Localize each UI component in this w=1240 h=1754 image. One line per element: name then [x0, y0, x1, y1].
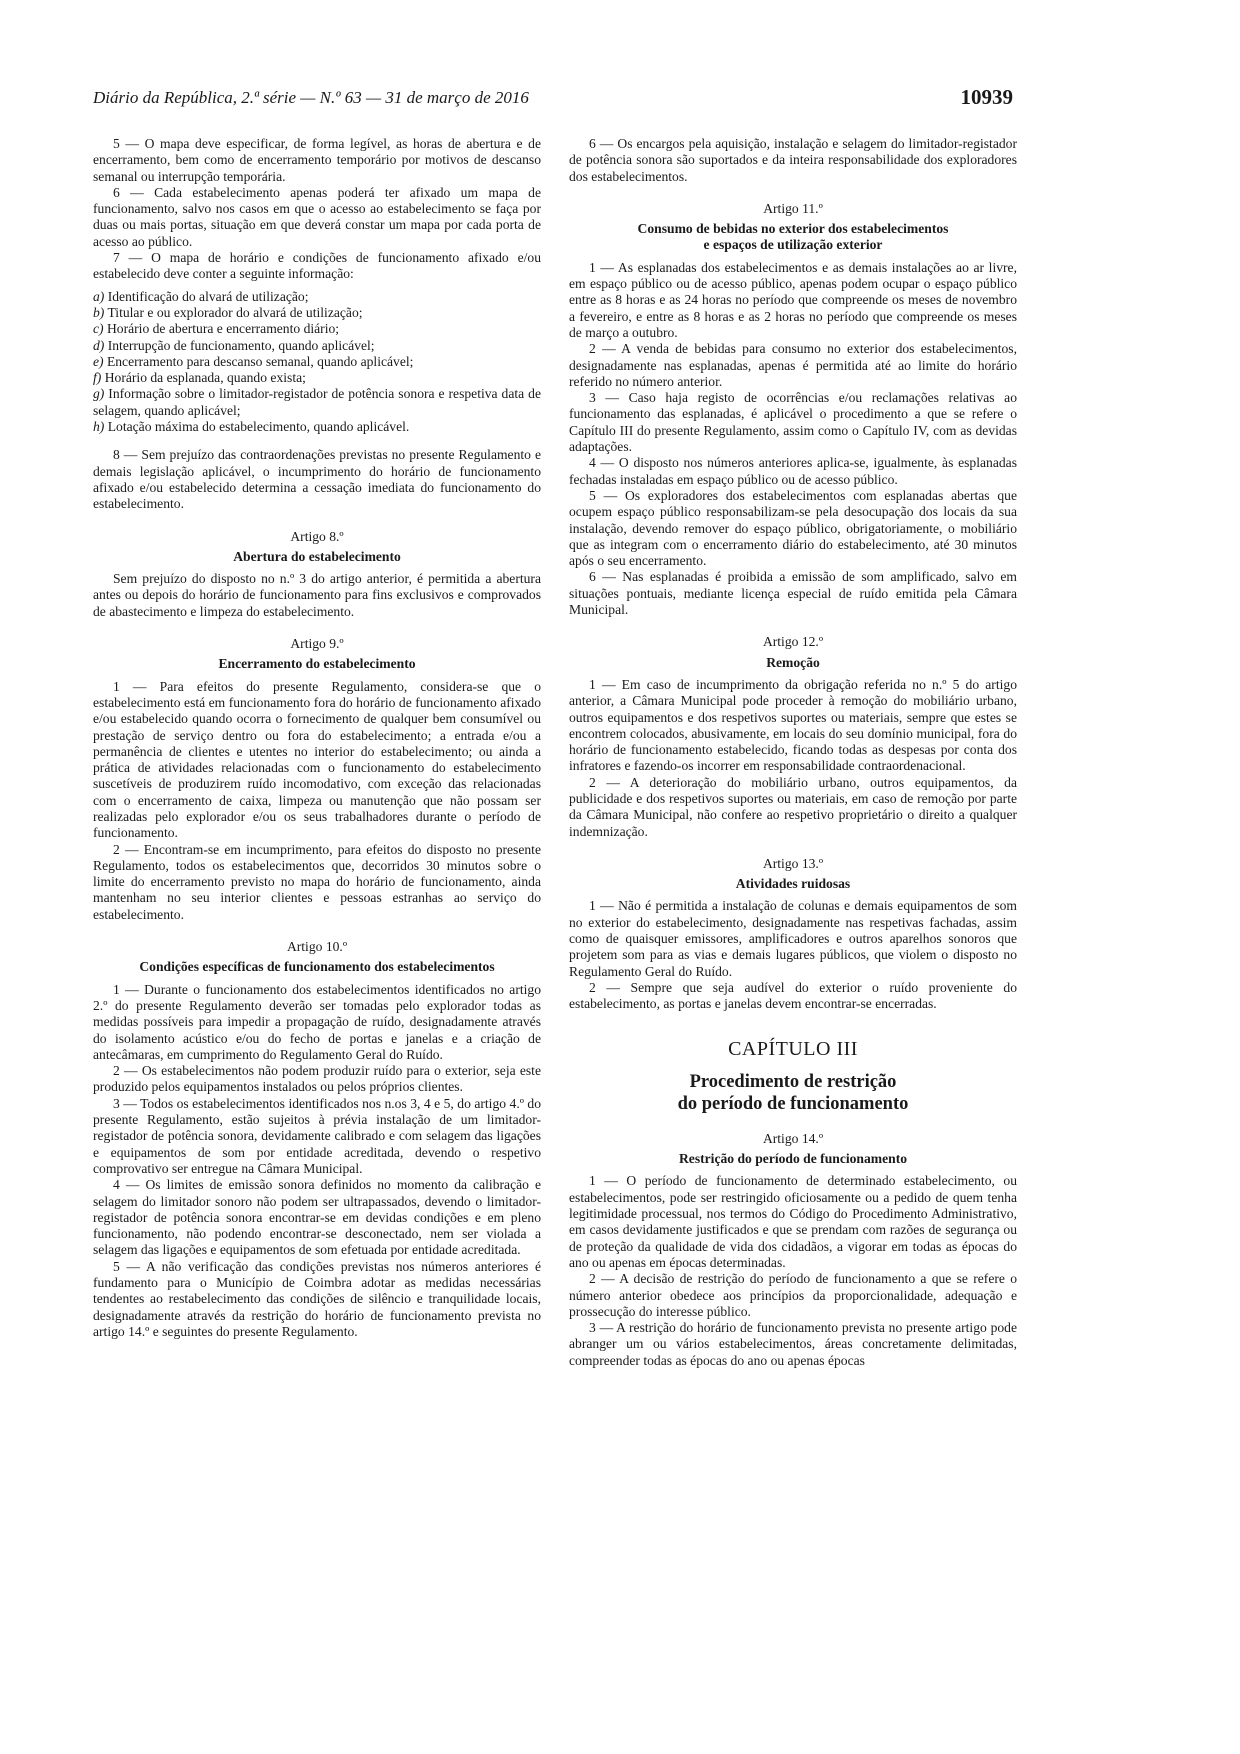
page-number: 10939: [960, 85, 1013, 109]
paragraph: 1 — As esplanadas dos estabelecimentos e as demais instalações ao ar livre, em espaço público ou de acesso público, apenas podem ocupar o espaço público entre as 8 horas e as 24 horas no período que compreende os meses de novembro a fevereiro, e entre as 8 horas e as 2 horas no período que compreende os meses de março a outubro.: [569, 259, 1017, 340]
paragraph: 2 — A venda de bebidas para consumo no exterior dos estabelecimentos, designadamente nas esplanadas, apenas é permitida até ao limite do horário referido no número anterior.: [569, 341, 1017, 389]
article-heading: Artigo 12.º: [762, 634, 824, 650]
list-letter: b): [93, 304, 105, 320]
paragraph: 3 — A restrição do horário de funcionamento prevista no presente artigo pode abranger um ou vários estabelecimentos, áreas concretamente delimitadas, compreender todas as épocas do ano ou apenas épocas: [569, 1320, 1017, 1368]
chapter-heading: CAPÍTULO III: [728, 1037, 858, 1060]
list-letter: f): [93, 370, 102, 386]
article-heading: Artigo 10.º: [286, 939, 348, 955]
list-text: Informação sobre o limitador-registador de potência sonora e respetiva data de selagem, quando aplicável;: [93, 386, 541, 418]
list-letter: e): [93, 353, 104, 369]
list-text: Interrupção de funcionamento, quando aplicável;: [104, 337, 375, 353]
chapter-title-line: do período de funcionamento: [677, 1093, 909, 1114]
list-item: [93, 305, 541, 321]
article-title: Remoção: [766, 654, 820, 670]
list-letter: a): [93, 288, 105, 304]
paragraph: 2 — Os estabelecimentos não podem produzir ruído para o exterior, seja este produzido pelos equipamentos instalados ou pelos próprios clientes.: [93, 1063, 541, 1095]
list-item: [93, 321, 541, 337]
article-title: Abertura do estabelecimento: [233, 548, 401, 564]
list-letter: h): [93, 419, 105, 435]
chapter-title-line: Procedimento de restrição: [689, 1071, 897, 1092]
paragraph: 2 — Encontram-se em incumprimento, para efeitos do disposto no presente Regulamento, todos os estabelecimentos que, decorridos 30 minutos sobre o limite do encerramento previsto no mapa do horário de funcionamento, ainda mantenham no seu interior clientes e pessoas estranhas ao serviço do estabelecimento.: [93, 841, 541, 922]
paragraph: 1 — Para efeitos do presente Regulamento, considera-se que o estabelecimento está em funcionamento fora do horário de funcionamento afixado e/ou estabelecido quando ocorra o fornecimento de qualquer bem consumível ou prestação de serviço dentro ou fora do estabelecimento; a entrada e/ou a permanência de clientes e utentes no interior do estabelecimento; ou ainda a prática de atividades relacionadas com o funcionamento do estabelecimento suscetíveis de produzirem ruído incomodativo, com exceção das relacionadas com o encerramento de caixa, limpeza ou manutenção que não possam ser realizadas pelo explorador e/ou os seus trabalhadores durante o período de funcionamento.: [93, 678, 541, 841]
list-item: [93, 370, 541, 386]
paragraph: 4 — O disposto nos números anteriores aplica-se, igualmente, às esplanadas fechadas instaladas em espaço público ou de acesso público.: [569, 455, 1017, 487]
list-text: Horário da esplanada, quando exista;: [101, 370, 306, 386]
article-heading: Artigo 13.º: [762, 855, 824, 871]
list-item: [93, 419, 541, 435]
article-heading: Artigo 14.º: [762, 1130, 824, 1146]
paragraph: 2 — A deterioração do mobiliário urbano, outros equipamentos, da publicidade e dos respetivos suportes ou materiais, em caso de remoção por parte da Câmara Municipal, não confere ao respetivo proprietário o direito a qualquer indemnização.: [569, 774, 1017, 839]
list-item: [93, 289, 541, 305]
article-title: Atividades ruidosas: [735, 876, 851, 892]
paragraph: 2 — A decisão de restrição do período de funcionamento a que se refere o número anterior obedece aos princípios da proporcionalidade, adequação e prossecução do interesse público.: [569, 1271, 1017, 1319]
article-title: Encerramento do estabelecimento: [218, 656, 416, 672]
article-title: Restrição do período de funcionamento: [678, 1151, 908, 1167]
paragraph: Sem prejuízo do disposto no n.º 3 do artigo anterior, é permitida a abertura antes ou depois do horário de funcionamento para fins exclusivos e comprovados de abastecimento e limpeza do estabelecimento.: [93, 571, 541, 619]
list-letter: c): [93, 321, 104, 337]
paragraph: 8 — Sem prejuízo das contraordenações previstas no presente Regulamento e demais legislação aplicável, o incumprimento do horário de funcionamento afixado e/ou estabelecido determina a cessação imediata do funcionamento do estabelecimento.: [93, 447, 541, 512]
paragraph: 6 — Nas esplanadas é proibida a emissão de som amplificado, salvo em situações pontuais, mediante licença especial de ruído emitida pela Câmara Municipal.: [569, 569, 1017, 618]
article-title-line: Consumo de bebidas no exterior dos estabelecimentos: [637, 221, 949, 237]
paragraph: 7 — O mapa de horário e condições de funcionamento afixado e/ou estabelecido deve conter a seguinte informação:: [93, 250, 541, 282]
list-text: Horário de abertura e encerramento diário;: [103, 321, 340, 337]
paragraph: 1 — Não é permitida a instalação de colunas e demais equipamentos de som no exterior do estabelecimento, designadamente nas respetivas fachadas, assim como de quaisquer emissores, amplificadores e outros aparelhos sonoros que projetem som para as vias e demais lugares públicos, que violem o disposto no Regulamento Geral do Ruído.: [569, 898, 1017, 979]
paragraph: 1 — Durante o funcionamento dos estabelecimentos identificados no artigo 2.º do presente Regulamento deverão ser tomadas pelo explorador todas as medidas possíveis para impedir a propagação de ruído, designadamente através do isolamento acústico e/ou do fecho de portas e janelas e a criação de antecâmaras, em cumprimento do Regulamento Geral do Ruído.: [93, 981, 541, 1062]
article-heading: Artigo 9.º: [290, 636, 344, 652]
list-text: Titular e ou explorador do alvará de utilização;: [104, 304, 363, 320]
paragraph: 6 — Cada estabelecimento apenas poderá ter afixado um mapa de funcionamento, salvo nos casos em que o acesso ao estabelecimento se faça por duas ou mais portas, situação em que deverá constar um mapa por cada porta de acesso ao público.: [93, 184, 541, 249]
list-item: [93, 338, 541, 354]
article-title-line: e espaços de utilização exterior: [703, 237, 883, 253]
paragraph: 2 — Sempre que seja audível do exterior o ruído proveniente do estabelecimento, as portas e janelas devem encontrar-se encerradas.: [569, 979, 1017, 1012]
list-text: Encerramento para descanso semanal, quando aplicável;: [103, 353, 414, 369]
paragraph: 1 — O período de funcionamento de determinado estabelecimento, ou estabelecimentos, pode ser restringido oficiosamente ou a pedido de quem tenha legitimidade processual, nos termos do Código do Procedimento Administrativo, em casos devidamente justificados e que se prendam com razões de segurança ou de proteção da qualidade de vida dos cidadãos, a vigorar em todas as épocas do ano ou apenas em épocas determinadas.: [569, 1173, 1017, 1270]
paragraph: 5 — Os exploradores dos estabelecimentos com esplanadas abertas que ocupem espaço público responsabilizam-se pela desocupação dos locais da sua instalação, devendo remover do espaço público, obrigatoriamente, o mobiliário que as integram com o encerramento diário do estabelecimento, até 30 minutos após o seu encerramento.: [569, 487, 1017, 569]
article-heading: Artigo 8.º: [290, 528, 344, 544]
list-item: [93, 354, 541, 370]
paragraph: 6 — Os encargos pela aquisição, instalação e selagem do limitador-registador de potência sonora são suportados e da inteira responsabilidade dos exploradores dos estabelecimentos.: [569, 136, 1017, 184]
article-title: [569, 221, 1017, 254]
paragraph: 4 — Os limites de emissão sonora definidos no momento da calibração e selagem do limitador sonoro não podem ser ultrapassados, devendo o limitador-registador de potência sonora encontrar-se em devidas condições e em pleno funcionamento, não podendo encontrar-se desconectado, nem ser violada a selagem das ligações e equipamentos de som efetuada por entidade acreditada.: [93, 1177, 541, 1258]
page-header: [93, 85, 1013, 114]
left-column: [93, 136, 541, 1340]
article-title: Condições específicas de funcionamento dos estabelecimentos: [139, 959, 495, 975]
paragraph: 3 — Caso haja registo de ocorrências e/ou reclamações relativas ao funcionamento das esplanadas, é aplicável o procedimento a que se refere o Capítulo III do presente Regulamento, assim como o Capítulo IV, com as devidas adaptações.: [569, 390, 1017, 455]
chapter-title: [569, 1071, 1017, 1115]
list-text: Lotação máxima do estabelecimento, quando aplicável.: [104, 419, 410, 435]
list-item: [93, 386, 541, 419]
paragraph: 5 — A não verificação das condições previstas nos números anteriores é fundamento para o Município de Coimbra adotar as medidas necessárias tendentes ao restabelecimento das condições de silêncio e tranquilidade locais, designadamente através da restrição do horário de funcionamento prevista no artigo 14.º e seguintes do presente Regulamento.: [93, 1258, 541, 1339]
paragraph: 3 — Todos os estabelecimentos identificados nos n.os 3, 4 e 5, do artigo 4.º do presente Regulamento, estão sujeitos à prévia instalação de um limitador-registador de potência sonora, devidamente calibrado e com selagem das ligações e equipamentos de som por entidade acreditada, devendo o respetivo comprovativo ser entregue na Câmara Municipal.: [93, 1095, 541, 1176]
list-letter: g): [93, 386, 105, 402]
right-column: [569, 136, 1017, 1369]
paragraph: 1 — Em caso de incumprimento da obrigação referida no n.º 5 do artigo anterior, a Câmara Municipal pode proceder à remoção do mobiliário urbano, outros equipamentos e dos respetivos suportes ou materiais, sempre que estes se encontrem colocados, abusivamente, em locais do seu domínio municipal, fora do horário de funcionamento estabelecido, ficando todas as despesas por conta dos infratores e fazendo-os incorrer em responsabilidade contraordenacional.: [569, 676, 1017, 774]
list-letter: d): [93, 337, 105, 353]
list-text: Identificação do alvará de utilização;: [104, 288, 309, 304]
journal-title: Diário da República, 2.ª série — N.º 63 — 31 de março de 2016: [93, 88, 529, 107]
article-heading: Artigo 11.º: [763, 200, 823, 216]
paragraph: 5 — O mapa deve especificar, de forma legível, as horas de abertura e de encerramento, bem como de encerramento temporário por motivos de descanso semanal ou interrupção temporária.: [93, 136, 541, 184]
